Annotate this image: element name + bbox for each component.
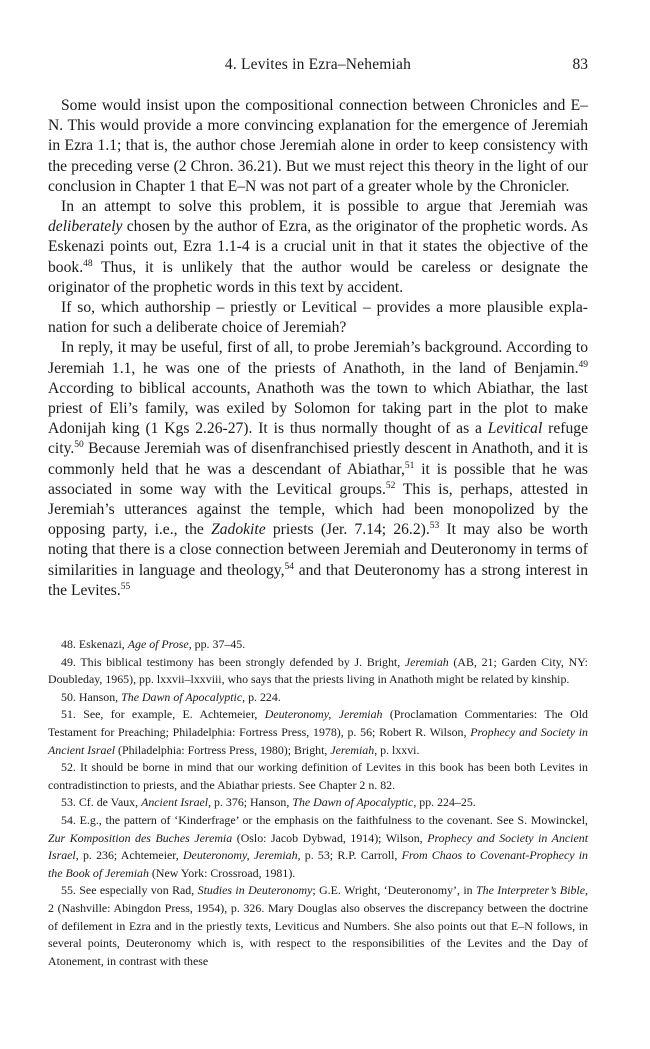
emphasis: Deuteronomy, Jeremiah	[264, 707, 383, 722]
page-number: 83	[572, 56, 588, 73]
emphasis: Jeremiah	[404, 654, 449, 669]
emphasis: Prophecy and Society in Ancient Israel	[48, 830, 588, 863]
footnote-number: 55.	[61, 883, 76, 898]
paragraph-3	[48, 298, 588, 338]
emphasis: Zadokite	[211, 521, 266, 539]
text-run: (Oslo: Jacob Dybwad, 1914); Wilson,	[232, 830, 428, 845]
text-run: It should be borne in mind that our working definition of Levites in this book has been both Levites in contradistinction to priests, and the Abiathar priests. See Chapter 2 n. 82.	[48, 760, 588, 792]
text-run: , p. lxxvi.	[374, 742, 420, 757]
text-run: , pp. 224–25.	[413, 795, 476, 810]
paragraph-text: Some would insist upon the compositional connection between Chronicles and E–N. This would provide a more convincing explanation for the emergence of Jeremiah in Ezra 1.1; that is, the author chose Jeremiah alone in order to keep consistency with the preceding verse (2 Chron. 36.21). But we must reject this theory in the light of our conclusion in Chapter 1 that E–N was not part of a greater whole by the Chronicler.	[48, 97, 588, 195]
text-run: (AB, 21; Garden City, NY: Doubleday, 1965), pp. lxxvii–lxxviii, who says that the priests living in Anathoth might be related by kinship.	[48, 654, 588, 687]
emphasis: Jeremiah	[330, 742, 375, 757]
text-run: chosen by the author of Ezra, as the originator of the prophetic words. As Eskenazi points out, Ezra 1.1-4 is a crucial unit in that it states the objective of the book.	[48, 218, 588, 276]
page-header	[48, 56, 588, 76]
footnote-ref-55[interactable]: 55	[120, 581, 131, 592]
text-run: This is, perhaps, attested in Jeremiah’s utterances against the temple, which had been monopolized by the opposing party, i.e., the	[48, 480, 588, 539]
emphasis: The Dawn of Apocalyptic	[292, 795, 414, 810]
footnote-48	[48, 636, 588, 654]
text-run: refuge city.	[48, 420, 588, 458]
footnotes	[48, 636, 588, 970]
text-run: , p. 224.	[242, 689, 281, 704]
footnote-ref-48[interactable]: 48	[83, 258, 93, 269]
footnote-number: 48.	[61, 637, 76, 651]
footnote-number: 52.	[61, 760, 76, 775]
text-run: , 2 (Nashville: Abingdon Press, 1954), p. 326. Mary Douglas also observes the discrepancy between the doctrine of defilement in Ezra and in the priestly texts, Leviticus and Numbers. She also points out that E–N follows, in several points, Deuteronomy which is, with respect to the responsibilities of the Levites and the Day of Atonement, in contrast with these	[48, 883, 589, 968]
text-run: Hanson,	[78, 689, 122, 704]
main-text	[48, 96, 588, 601]
footnote-53	[48, 794, 588, 812]
emphasis: Age of Prose	[127, 637, 189, 651]
text-run: ; G.E. Wright, ‘Deuteronomy’, in	[312, 883, 477, 898]
paragraph-1	[48, 96, 588, 197]
emphasis: Prophecy and Society in Ancient Israel	[48, 724, 589, 757]
emphasis: From Chaos to Covenant-Prophecy in the Book of Jeremiah	[48, 848, 588, 880]
text-run: (Proclamation Commentaries: The Old Testament for Preaching; Philadelphia: Fortress Press, 1978), p. 56; Robert R. Wilson,	[48, 707, 588, 739]
emphasis: Zur Komposition des Buches Jeremia	[48, 830, 233, 845]
footnote-ref-51[interactable]: 51	[404, 460, 415, 471]
paragraph-2	[48, 197, 588, 298]
footnote-ref-49[interactable]: 49	[578, 359, 588, 370]
text-run: , p. 376; Hanson,	[208, 795, 293, 810]
footnote-50	[48, 689, 588, 707]
footnote-ref-53[interactable]: 53	[429, 521, 440, 532]
footnote-51	[48, 706, 588, 759]
text-run: E.g., the pattern of ‘Kinderfrage’ or the emphasis on the faithfulness to the covenant. See S. Mowinckel,	[79, 812, 588, 827]
text-run: (Philadelphia: Fortress Press, 1980); Bright,	[115, 742, 331, 757]
emphasis: Ancient Israel	[141, 795, 209, 810]
footnote-54	[48, 812, 588, 882]
footnote-number: 53.	[61, 795, 76, 810]
text-run: (New York: Crossroad, 1981).	[148, 865, 296, 880]
emphasis: The Dawn of Apocalyptic	[121, 689, 243, 704]
emphasis: The Interpreter’s Bible	[476, 883, 586, 898]
text-run: it is possible that he was associated in some way with the Levitical groups.	[48, 460, 588, 498]
text-run: Thus, it is unlikely that the author would be careless or designate the originator of the prophetic words in this text by accident.	[48, 258, 588, 296]
running-head: 4. Levites in Ezra–Nehemiah	[224, 56, 412, 73]
text-run: See especially von Rad,	[79, 883, 198, 898]
footnote-52	[48, 759, 588, 794]
text-run: and that Deuteronomy has a strong interest in the Levites.	[48, 561, 588, 599]
text-run: , p. 236; Achtemeier,	[75, 848, 183, 863]
footnote-55	[48, 882, 588, 970]
text-run: Eskenazi,	[78, 637, 128, 651]
text-run: In an attempt to solve this problem, it is possible to argue that Jeremiah was	[61, 198, 588, 216]
emphasis: Deuteronomy, Jeremiah	[182, 848, 298, 863]
emphasis: Levitical	[487, 420, 543, 438]
footnote-number: 54.	[61, 812, 76, 827]
text-run: priests (Jer. 7.14; 26.2).	[265, 521, 430, 539]
footnote-49	[48, 654, 588, 689]
footnote-number: 51.	[61, 707, 76, 722]
footnote-number: 50.	[61, 689, 76, 704]
paragraph-4	[48, 338, 588, 601]
footnote-ref-52[interactable]: 52	[385, 480, 396, 491]
text-run: In reply, it may be useful, first of all, to probe Jeremiah’s background. According to Jeremiah 1.1, he was one of the priests of Anathoth, in the land of Benjamin.	[48, 339, 588, 377]
text-run: See, for example, E. Achtemeier,	[83, 707, 265, 722]
text-run: Cf. de Vaux,	[78, 795, 142, 810]
text-run: , p. 53; R.P. Carroll,	[297, 848, 402, 863]
footnote-ref-50[interactable]: 50	[74, 440, 84, 451]
paragraph-text: If so, which authorship – priestly or Levitical – provides a more plausible explanation for such a deliberate choice of Jeremiah?	[48, 299, 588, 337]
text-run: Because Jeremiah was of disenfranchised priestly descent in Anathoth, and it is commonly held that he was a descendant of Abiathar,	[48, 440, 588, 478]
text-run: According to biblical accounts, Anathoth was the town to which Abiathar, the last priest of Eli’s family, was exiled by Solomon for taking part in the plot to make Adonijah king (1 Kgs 2.26-27). It is thus normally thought of as a	[48, 379, 588, 438]
footnote-number: 49.	[61, 654, 76, 669]
text-run: This biblical testimony has been strongly defended by J. Bright,	[80, 654, 405, 669]
emphasis: Studies in Deuteronomy	[197, 883, 313, 898]
footnote-ref-54[interactable]: 54	[284, 561, 294, 572]
emphasis: deliberately	[48, 218, 123, 236]
text-run: It may also be worth noting that there is a close connection between Jeremiah and Deuteronomy in terms of similarities in language and theology,	[48, 521, 588, 579]
text-run: , pp. 37–45.	[188, 637, 246, 651]
